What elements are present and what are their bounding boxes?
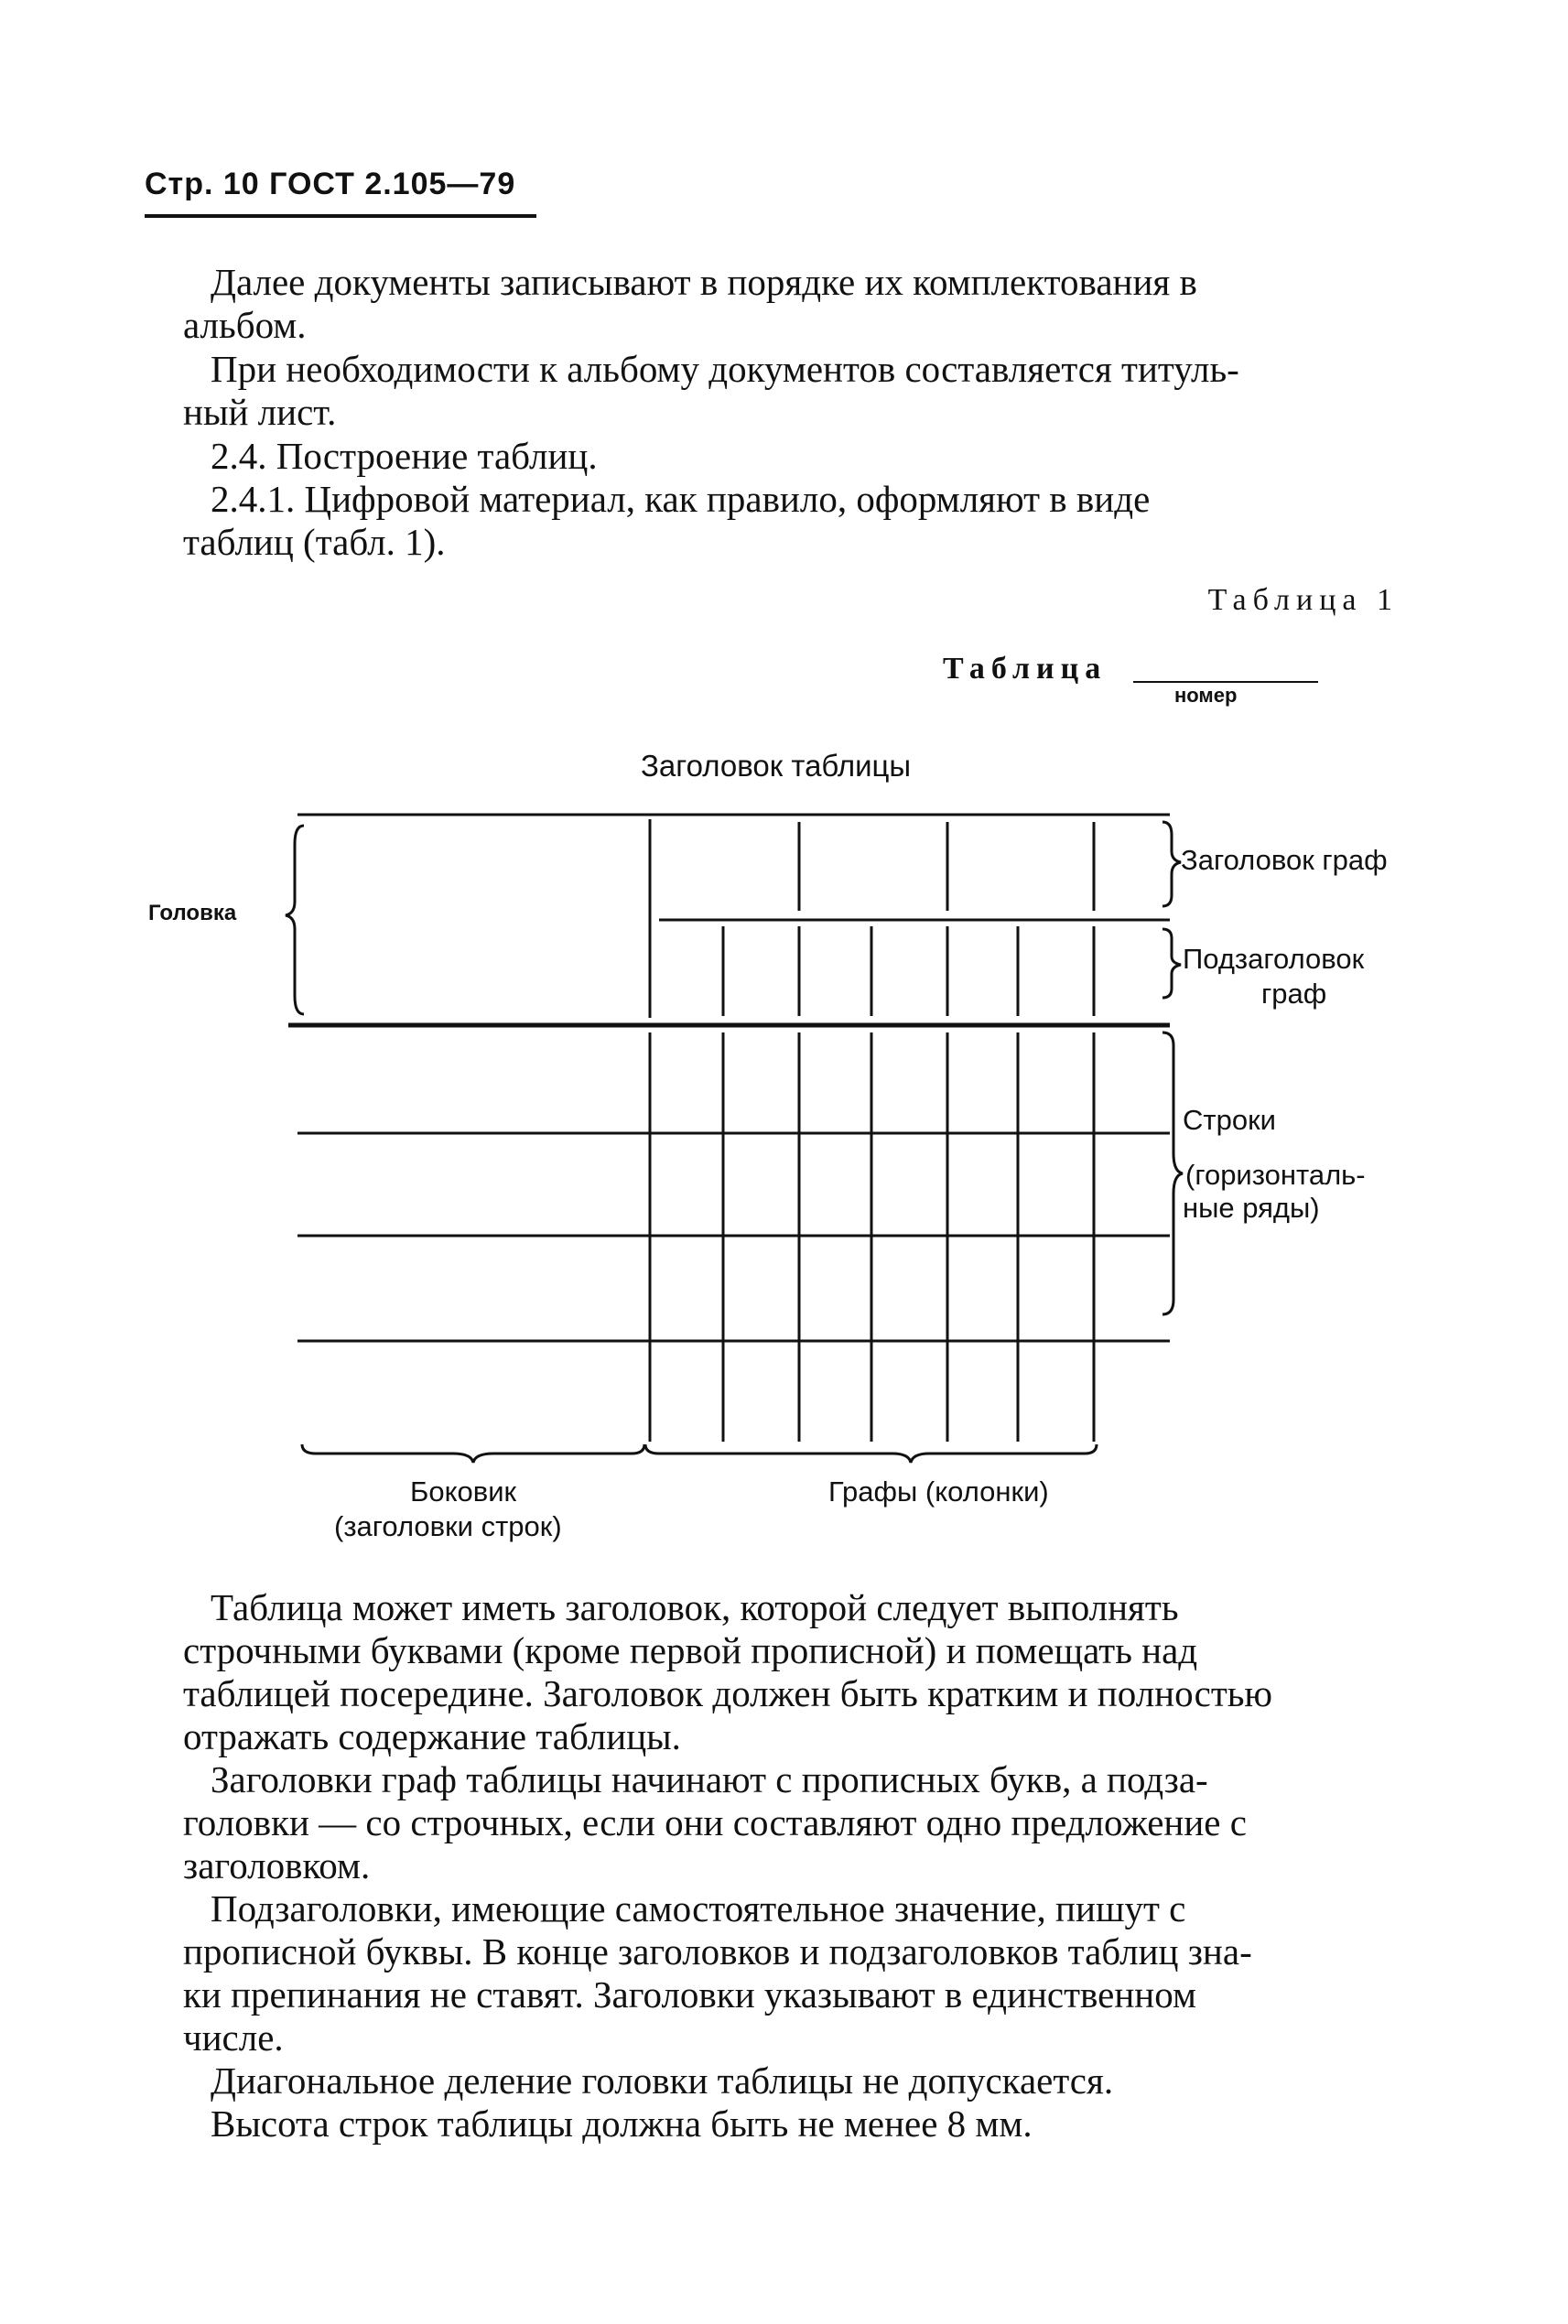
table-word: Таблица (943, 652, 1108, 686)
body-line-12: Диагональное деление головки таблицы не допускается. (211, 2059, 1114, 2102)
column-header-label: Заголовок граф (1181, 844, 1388, 876)
column-subheader-label-line1: Подзаголовок (1183, 943, 1365, 975)
body-line-4: отражать содержание таблицы. (183, 1715, 681, 1757)
body-line-9: прописной буквы. В конце заголовков и подзаголовков таблиц зна- (183, 1930, 1252, 1973)
intro-p2-line1: При необходимости к альбому документов составляется титуль- (211, 348, 1239, 390)
body-line-3: таблицей посередине. Заголовок должен быть кратким и полностью (183, 1672, 1273, 1714)
table-title-label: Заголовок таблицы (641, 749, 912, 783)
intro-p4-line2: таблиц (табл. 1). (183, 521, 446, 563)
stub-label-line1: Боковик (410, 1475, 517, 1508)
columns-label: Графы (колонки) (828, 1475, 1049, 1508)
intro-p2-line2: ный лист. (183, 391, 337, 433)
intro-p1-line2: альбом. (183, 304, 307, 346)
body-line-7: заголовком. (183, 1844, 371, 1886)
body-line-1: Таблица может иметь заголовок, которой следует выполнять (211, 1586, 1179, 1628)
stub-label-line2: (заголовки строк) (334, 1510, 562, 1542)
column-subheader-label-line2: граф (1261, 978, 1327, 1010)
section-2-4-heading: 2.4. Построение таблиц. (211, 435, 598, 477)
body-line-13: Высота строк таблицы должна быть не менее 8 мм. (211, 2102, 1033, 2145)
intro-p1-line1: Далее документы записывают в порядке их комплектования в (211, 261, 1197, 303)
intro-p4-line1: 2.4.1. Цифровой материал, как правило, оформляют в виде (211, 478, 1151, 520)
body-line-6: головки — со строчных, если они составляют одно предложение с (183, 1801, 1247, 1843)
body-line-5: Заголовки граф таблицы начинают с прописных букв, а подза- (211, 1758, 1208, 1800)
table-caption: Таблица 1 (1207, 583, 1399, 617)
body-line-8: Подзаголовки, имеющие самостоятельное значение, пишут с (211, 1887, 1186, 1929)
rows-label-line2: (горизонталь- (1185, 1159, 1366, 1191)
body-line-2: строчными буквами (кроме первой прописной) и помещать над (183, 1629, 1198, 1671)
table-number-label: номер (1174, 684, 1238, 707)
rows-label-line3: ные ряды) (1183, 1192, 1320, 1224)
head-label: Головка (148, 901, 237, 925)
rows-label-line1: Строки (1183, 1104, 1276, 1136)
body-line-11: числе. (183, 2016, 284, 2059)
page-header: Стр. 10 ГОСТ 2.105—79 (145, 167, 516, 201)
body-line-10: ки препинания не ставят. Заголовки указывают в единственном (183, 1973, 1196, 2016)
